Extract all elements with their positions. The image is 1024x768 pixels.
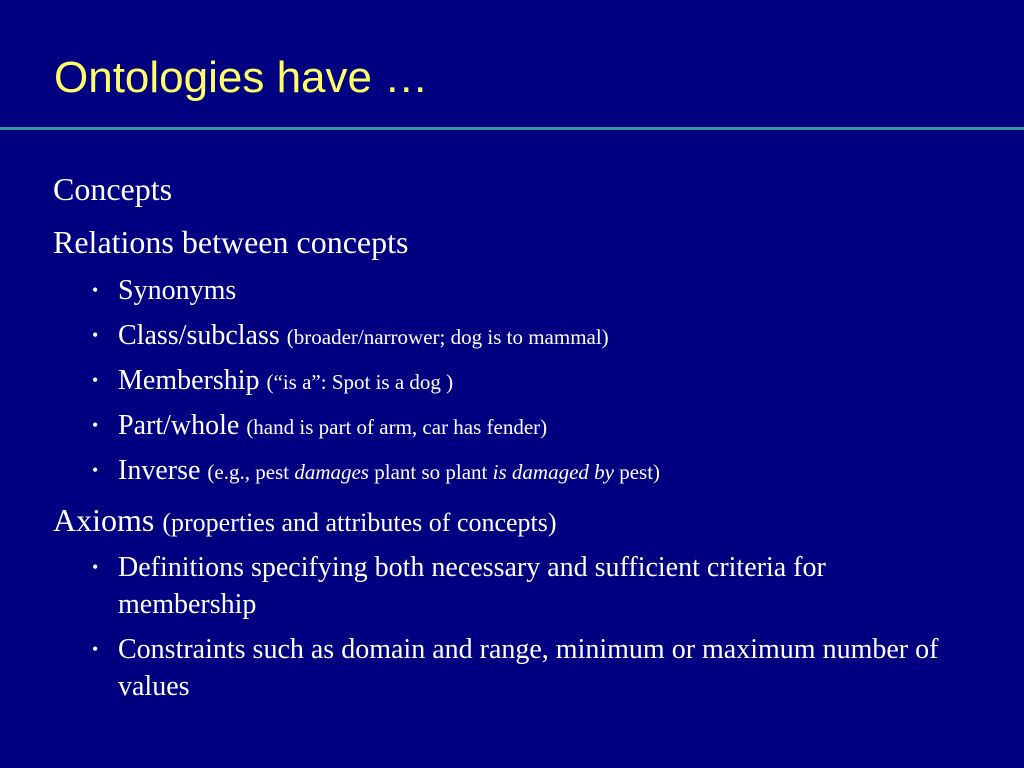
bullet-dot-icon: • (92, 460, 99, 480)
sub-bullet-inverse (92, 452, 660, 491)
class-subclass-label: Class/subclass (118, 320, 280, 351)
bullet-dot-icon: • (92, 280, 99, 300)
definitions-text: Definitions specifying both necessary and sufficient criteria for membership (118, 552, 826, 620)
sub-bullet-synonyms (92, 272, 236, 309)
inverse-note-part-3: plant so plant (368, 460, 493, 484)
bullet-concepts-text: Concepts (53, 171, 173, 207)
sub-bullet-definitions (92, 549, 952, 623)
bullet-relations-text: Relations between concepts (53, 224, 409, 260)
axioms-label: Axioms (53, 502, 155, 538)
bullet-dot-icon: • (92, 639, 99, 659)
sub-bullet-membership (92, 362, 453, 401)
sub-bullet-part-whole (92, 407, 547, 446)
sub-bullet-class-subclass (92, 317, 609, 356)
inverse-note-damages: damages (294, 460, 369, 484)
sub-bullet-membership-text (118, 362, 453, 401)
membership-note: (“is a”: Spot is a dog ) (266, 370, 454, 394)
inverse-note (207, 460, 660, 484)
bullet-axioms (53, 501, 557, 542)
sub-bullet-constraints (92, 631, 972, 705)
slide-title: Ontologies have … (54, 53, 429, 102)
sub-bullet-inverse-text (118, 452, 660, 491)
bullet-dot-icon: • (92, 557, 99, 577)
membership-label: Membership (118, 365, 260, 396)
part-whole-label: Part/whole (118, 410, 240, 441)
bullet-relations (53, 223, 408, 261)
bullet-dot-icon: • (92, 325, 99, 345)
bullet-dot-icon: • (92, 415, 99, 435)
sub-bullet-part-whole-text (118, 407, 547, 446)
sub-bullet-synonyms-text (118, 272, 236, 309)
part-whole-note: (hand is part of arm, car has fender) (246, 415, 548, 439)
synonyms-label: Synonyms (118, 275, 237, 306)
constraints-text: Constraints such as domain and range, minimum or maximum number of values (118, 634, 939, 702)
axioms-note: (properties and attributes of concepts) (162, 508, 557, 537)
sub-bullet-class-subclass-text (118, 317, 609, 356)
inverse-note-is-damaged-by: is damaged by (492, 460, 614, 484)
class-subclass-note: (broader/narrower; dog is to mammal) (286, 325, 609, 349)
bullet-dot-icon: • (92, 370, 99, 390)
inverse-note-part-1: (e.g., pest (207, 460, 295, 484)
inverse-label: Inverse (118, 455, 201, 486)
bullet-concepts (53, 170, 172, 208)
inverse-note-part-5: pest) (613, 460, 661, 484)
